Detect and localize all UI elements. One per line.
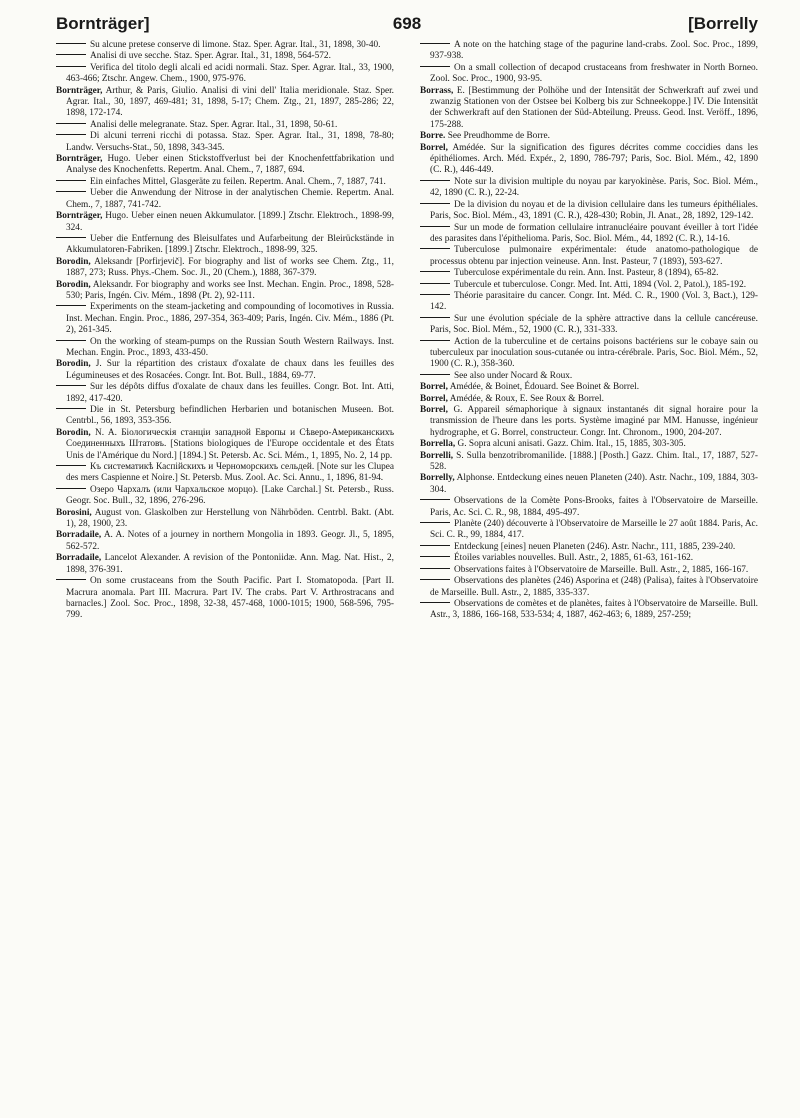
entry-text: On a small collection of decapod crustaceans from freshwater in North Borneo. Zool. Soc. Proc., 1900, 93-95. (430, 62, 758, 85)
bibliography-entry (56, 234, 394, 257)
bibliography-entry (56, 530, 394, 553)
bibliography-entry (56, 428, 394, 462)
entry-text: Action de la tuberculine et de certains poisons bactériens sur le cobaye sain ou tuberculeux par inoculation sous-cutanée ou intra-cérébrale. Paris, Soc. Biol. Mém., 52, 1900 (C. R.), 358-360. (430, 336, 758, 370)
bibliography-entry (420, 63, 758, 86)
entry-text: Hugo. Ueber einen Stickstoffverlust bei der Knochenfettfabrikation und Analyse des Knochenfetts. Repertm. Anal. Chem., 7, 1887, 694. (66, 154, 394, 176)
entry-text: Amédée. Sur la signification des figures décrites comme coccidies dans les épithéliomes. Arch. Méd. Expér., 2, 1890, 786-797; Paris, Soc. Biol. Mém., 42, 1890 (C. R.), 446-449. (430, 142, 759, 176)
entry-text: Ueber die Anwendung der Nitrose in der analytischen Chemie. Repertm. Anal. Chem., 7, 1887, 741-742. (66, 188, 394, 210)
entry-text: Étoiles variables nouvelles. Bull. Astr., 2, 1885, 61-63, 161-162. (454, 553, 694, 564)
entry-author: Borosini, (56, 507, 92, 518)
bibliography-entry (420, 200, 758, 223)
left-column (56, 40, 394, 622)
entry-text: J. Sur la répartition des cristaux d'oxalate de chaux dans les feuilles des Légumineuses et des Rosacées. Congr. Int. Bot. Bull., 1884, 69-77. (66, 359, 395, 381)
bibliography-entry (420, 439, 758, 450)
entry-text: Ueber die Entfernung des Bleisulfates und Aufarbeitung der Bleirückstände in Akkumulatoren-Fabriken. [1899.] Ztschr. Elektroch., 1898-99, 325. (66, 233, 394, 256)
entry-text: Théorie parasitaire du cancer. Congr. Int. Méd. C. R., 1900 (Vol. 3, Bact.), 129-142. (430, 290, 758, 313)
bibliography-entry (56, 188, 394, 211)
bibliography-entry (420, 473, 758, 496)
entry-text: Hugo. Ueber einen neuen Akkumulator. [1899.] Ztschr. Elektroch., 1898-99, 324. (66, 211, 395, 233)
entry-text: Alphonse. Entdeckung eines neuen Planeten (240). Astr. Nachr., 109, 1884, 303-304. (430, 473, 758, 495)
entry-author: Borrass, (420, 85, 454, 96)
entry-text: Analisi delle melegranate. Staz. Sper. Agrar. Ital., 31, 1898, 50-61. (90, 119, 338, 130)
entry-author: Borodin, (56, 279, 91, 290)
bibliography-entry (56, 86, 394, 120)
entry-author: Bornträger, (56, 211, 103, 222)
bibliography-entry (420, 245, 758, 268)
bibliography-entry (56, 280, 394, 303)
entry-text: A note on the hatching stage of the pagurine land-crabs. Zool. Soc. Proc., 1899, 937-938. (430, 40, 758, 62)
bibliography-entry (56, 359, 394, 382)
bibliography-entry (56, 302, 394, 336)
entry-author: Borodin, (56, 427, 91, 438)
entry-text: Observations des planètes (246) Asporina et (248) (Palisa), faites à l'Observatoire de Marseille. Bull. Astr., 2, 1885, 335-337. (430, 576, 758, 598)
entry-author: Bornträger, (56, 85, 103, 96)
bibliography-entry (420, 553, 758, 564)
entry-text: Ein einfaches Mittel, Glasgeräte zu feilen. Repertm. Anal. Chem., 7, 1887, 741. (90, 176, 386, 187)
bibliography-entry (420, 143, 758, 177)
bibliography-entry (420, 394, 758, 405)
entry-author: Borrel, (420, 382, 448, 393)
entry-author: Borre. (420, 131, 446, 142)
bibliography-entry (420, 40, 758, 63)
entry-text: De la division du noyau et de la division cellulaire dans les tumeurs épithéliales. Paris, Soc. Biol. Mém., 43, 1891 (C. R.), 428-430; Robin, Jl. Anat., 28, 1892, 129-142. (430, 199, 758, 222)
entry-text: Amédée, & Roux, E. See Roux & Borrel. (449, 393, 604, 404)
bibliography-entry (420, 280, 758, 291)
bibliography-entry (420, 314, 758, 337)
entry-author: Bornträger, (56, 154, 103, 165)
header-last-entry: [Borrelly (688, 14, 758, 33)
entry-text: Planète (240) découverte à l'Observatoire de Marseille le 27 août 1884. Paris, Ac. Sci. C. R., 99, 1884, 417. (430, 519, 758, 541)
entry-text: Къ систематикѣ Каспійскихъ и Черноморскихъ сельдей. [Note sur les Clupea des mers Caspienne et Noire.] St. Petersb. Mus. Zool. Ac. Sci. Annu., 1, 1896, 81-94. (66, 462, 394, 484)
bibliography-entry (56, 337, 394, 360)
bibliography-entry (56, 211, 394, 234)
entry-text: See Preudhomme de Borre. (447, 131, 550, 142)
entry-text: Sur un mode de formation cellulaire intranucléaire pouvant éveiller à tort l'idée des parasites dans l'épithelioma. Paris, Soc. Biol. Mém., 44, 1892 (C. R.), 14-16. (430, 222, 758, 244)
entry-text: N. A. Біологическія станціи западной Европы и Сѣверо-Американскихъ Соединенныхъ Штатовъ. [Stations biologiques de l'Europe occidentale et des États Unis de l'Amérique du Nord.] [1894.] St. Petersb. Ac. Sci. Mém., 1, 1895, No. 2, 14 pp. (66, 427, 395, 461)
entry-author: Borodin, (56, 359, 91, 370)
bibliography-entry (56, 576, 394, 622)
bibliography-entry (56, 485, 394, 508)
bibliography-entry (56, 462, 394, 485)
entry-text: Aleksandr [Porfirjevič]. For biography and list of works see Chem. Ztg., 11, 1887, 273; Russ. Phys.-Chem. Soc. Jl., 20 (Chem.), 1888, 367-379. (66, 256, 395, 279)
entry-text: See also under Nocard & Roux. (454, 370, 573, 381)
bibliography-entry (56, 257, 394, 280)
bibliography-entry (56, 177, 394, 188)
entry-text: Observations de la Comète Pons-Brooks, faites à l'Observatoire de Marseille. Paris, Ac. Sci. C. R., 98, 1884, 495-497. (430, 496, 758, 518)
entry-text: Tuberculose pulmonaire expérimentale: étude anatomo-pathologique de processus obtenu par injection veineuse. Ann. Inst. Pasteur, 7 (1893), 593-627. (430, 245, 758, 267)
entry-author: Borrelli, (420, 450, 454, 461)
bibliography-entry (56, 382, 394, 405)
entry-text: On the working of steam-pumps on the Russian South Western Railways. Inst. Mechan. Engin. Proc., 1893, 433-450. (66, 336, 394, 358)
entry-text: Tuberculose expérimentale du rein. Ann. Inst. Pasteur, 8 (1894), 65-82. (454, 268, 719, 279)
entry-text: Analisi di uve secche. Staz. Sper. Agrar. Ital., 31, 1898, 564-572. (90, 51, 331, 62)
entry-text: Die in St. Petersburg befindlichen Herbarien und botanischen Museen. Bot. Centrbl., 56, 1893, 353-356. (66, 405, 394, 427)
entry-text: Entdeckung [eines] neuen Planeten (246). Astr. Nachr., 111, 1885, 239-240. (454, 541, 736, 552)
bibliography-entry (56, 405, 394, 428)
entry-text: Experiments on the steam-jacketing and compounding of locomotives in Russia. Inst. Mechan. Engin. Proc., 1886, 297-354, 363-409; Paris, Ingén. Civ. Mém., 1886 (Pt. 2), 261-345. (66, 302, 394, 336)
entry-text: Su alcune pretese conserve di limone. Staz. Sper. Agrar. Ital., 31, 1898, 30-40. (90, 40, 381, 50)
bibliography-entry (56, 40, 394, 51)
bibliography-entry (56, 51, 394, 62)
entry-text: S. Sulla benzotribromanilide. [1888.] [Posth.] Gazz. Chim. Ital., 17, 1887, 527-528. (430, 450, 759, 473)
entry-text: G. Sopra alcuni anisati. Gazz. Chim. Ital., 15, 1885, 303-305. (457, 439, 686, 450)
entry-text: Observations de comètes et de planètes, faites à l'Observatoire de Marseille. Bull. Astr., 3, 1886, 166-168, 533-534; 4, 1887, 462-463; 6, 1889, 257-259; (430, 598, 758, 621)
entry-author: Borrel, (420, 142, 448, 153)
bibliography-entry (420, 496, 758, 519)
entry-text: Note sur la division multiple du noyau par karyokinèse. Paris, Soc. Biol. Mém., 42, 1890 (C. R.), 22-24. (430, 176, 758, 199)
entry-author: Borrella, (420, 439, 456, 450)
bibliography-entry (420, 382, 758, 393)
header-first-entry: Bornträger] (56, 14, 150, 33)
entry-text: Verifica del titolo degli alcali ed acidi normali. Staz. Sper. Agrar. Ital., 33, 1900, 463-466; Ztschr. Angew. Chem., 1900, 975-976. (66, 62, 394, 85)
entry-text: Amédée, & Boinet, Édouard. See Boinet & Borrel. (449, 382, 640, 393)
bibliography-entry (56, 120, 394, 131)
bibliography-entry (56, 508, 394, 531)
bibliography-entry (420, 599, 758, 622)
bibliography-entry (420, 177, 758, 200)
entry-text: G. Appareil sémaphorique à signaux instantanés dit signal horaire pour la transmission de l'heure dans les ports. Système imaginé par MM. Hanusse, ingénieur hydrographe, et G. Borrel, constructeur. Congr. Int. Chronom., 1900, 204-207. (430, 405, 758, 438)
entry-text: Observations faites à l'Observatoire de Marseille. Bull. Astr., 2, 1885, 166-167. (454, 564, 749, 575)
bibliography-entry (420, 542, 758, 553)
entry-author: Borrelly, (420, 473, 455, 484)
bibliography-entry (56, 131, 394, 154)
bibliography-entry (420, 291, 758, 314)
entry-text: Di alcuni terreni ricchi di potassa. Staz. Sper. Agrar. Ital., 31, 1898, 78-80; Landw. Versuchs-Stat., 50, 1898, 343-345. (66, 131, 394, 153)
bibliography-entry (420, 405, 758, 439)
bibliography-entry (420, 337, 758, 371)
bibliography-entry (420, 565, 758, 576)
page-number: 698 (392, 14, 422, 33)
bibliography-entry (420, 223, 758, 246)
bibliography-entry (56, 154, 394, 177)
entry-author: Borrel, (420, 393, 448, 404)
bibliography-entry (420, 86, 758, 132)
entry-author: Borodin, (56, 256, 91, 267)
bibliography-entry (56, 553, 394, 576)
entry-text: August von. Glaskolben zur Herstellung von Nährböden. Centrbl. Bakt. (Abt. 1), 28, 1900, 23. (66, 507, 395, 530)
bibliography-entry (420, 131, 758, 142)
entry-text: Озеро Чархалъ (или Чархальское морцо). [Lake Carchal.] St. Petersb., Russ. Geogr. Soc. Bull., 32, 1896, 276-296. (66, 484, 394, 507)
entry-author: Borrel, (420, 405, 448, 415)
entry-author: Borradaile, (56, 530, 102, 541)
bibliography-entry (420, 519, 758, 542)
entry-text: E. [Bestimmung der Polhöhe und der Intensität der Schwerkraft auf zwei und zwanzig Stationen von der Ostsee bei Kolberg bis zur Schneekoppe.] IV. Die Intensität der Schwerkraft auf den Stationen der Süd-Abteilung. Preuss. Geod. Inst. Veröff., 1896, 175-288. (430, 85, 759, 130)
right-column (420, 40, 758, 622)
bibliography-entry (420, 268, 758, 279)
entry-text: Arthur, & Paris, Giulio. Analisi di vini dell' Italia meridionale. Staz. Sper. Agrar. Ital., 30, 1897, 469-481; 31, 1898, 5-17; Chem. Ztg., 21, 1897, 285-286; 22, 1898, 172-174. (66, 85, 395, 119)
bibliography-entry (56, 63, 394, 86)
entry-text: Sur une évolution spéciale de la sphère attractive dans la cellule cancéreuse. Paris, Soc. Biol. Mém., 52, 1900 (C. R.), 331-333. (430, 313, 758, 336)
running-head (56, 14, 758, 42)
bibliography-entry (420, 576, 758, 599)
entry-text: A. A. Notes of a journey in northern Mongolia in 1893. Geogr. Jl., 5, 1895, 562-572. (66, 530, 395, 552)
entry-text: On some crustaceans from the South Pacific. Part I. Stomatopoda. [Part II. Macrura anomala. Part III. Macrura. Part IV. The crabs. Part V. Arthrostracans and barnacles.] Zool. Soc. Proc., 1898, 32-38, 457-468, 1000-1015; 1900, 568-596, 795-799. (66, 576, 394, 621)
entry-text: Tubercule et tuberculose. Congr. Med. Int. Atti, 1894 (Vol. 2, Patol.), 185-192. (454, 279, 747, 290)
entry-text: Lancelot Alexander. A revision of the Pontoniidæ. Ann. Mag. Nat. Hist., 2, 1898, 376-391. (66, 553, 394, 575)
bibliography-entry (420, 371, 758, 382)
entry-author: Borradaile, (56, 553, 102, 564)
bibliography-entry (420, 451, 758, 474)
entry-text: Sur les dépôts diffus d'oxalate de chaux dans les feuilles. Congr. Bot. Int. Atti, 1892, 417-420. (66, 382, 394, 404)
entry-text: Aleksandr. For biography and works see Inst. Mechan. Engin. Proc., 1898, 528-530; Paris, Ingén. Civ. Mém., 1898 (Pt. 2), 92-111. (66, 279, 395, 301)
